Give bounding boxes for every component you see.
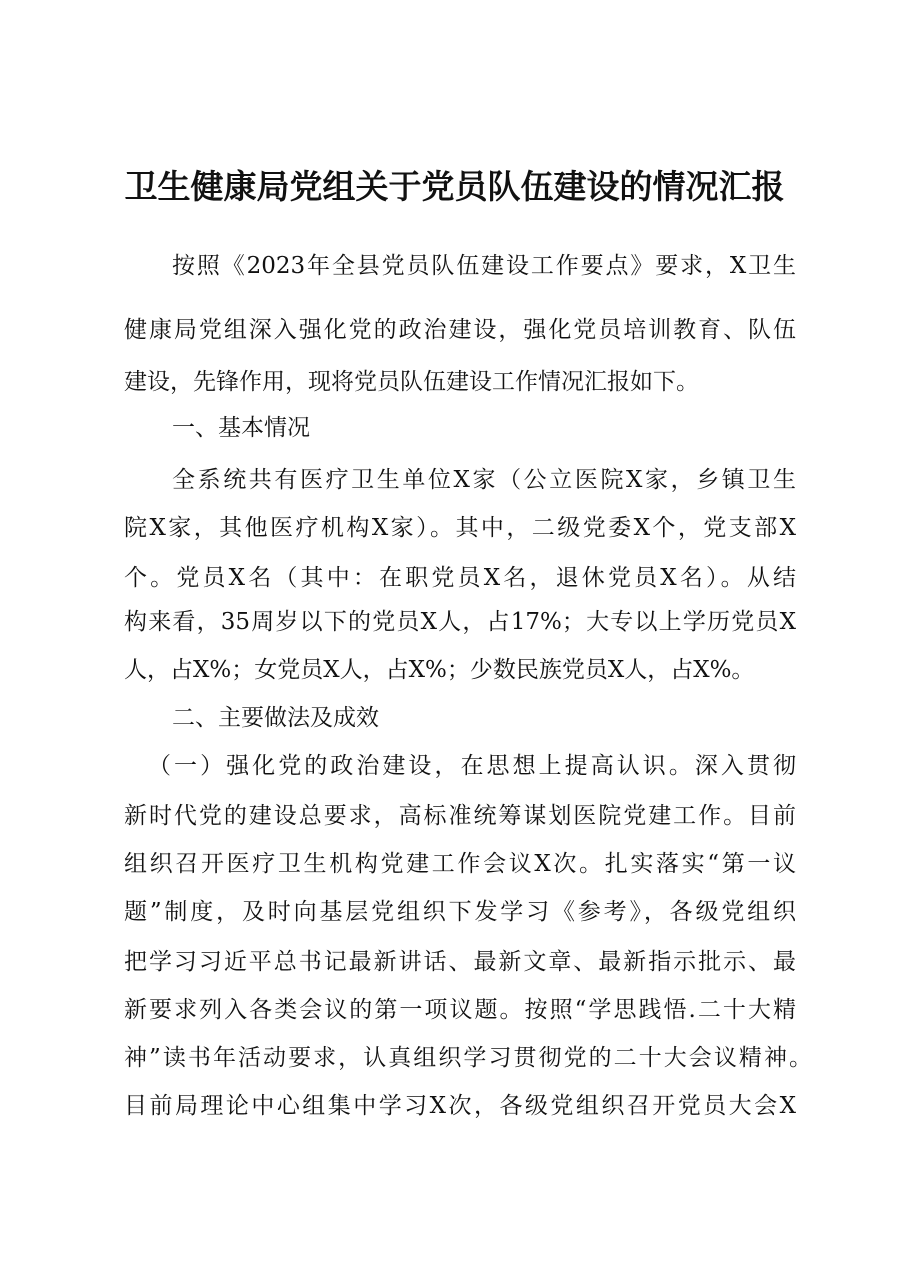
section-heading: 二、主要做法及成效 xyxy=(172,705,379,731)
paragraph-line: 全系统共有医疗卫生单位X家（公立医院X家，乡镇卫生 xyxy=(172,467,796,493)
paragraph-line: 目前局理论中心组集中学习X次，各级党组织召开党员大会X xyxy=(124,1093,796,1119)
subsection-line: （一）强化党的政治建设，在思想上提高认识。深入贯彻 xyxy=(148,753,796,779)
paragraph-line: 个。党员X名（其中：在职党员X名，退休党员X名）。从结 xyxy=(124,565,796,591)
paragraph-line: 新时代党的建设总要求，高标准统筹谋划医院党建工作。目前 xyxy=(124,803,796,829)
paragraph-line: 把学习习近平总书记最新讲话、最新文章、最新指示批示、最 xyxy=(124,949,796,975)
paragraph-line: 构来看，35周岁以下的党员X人，占17%；大专以上学历党员X xyxy=(124,609,796,635)
paragraph-line: 新要求列入各类会议的第一项议题。按照“学思践悟.二十大精 xyxy=(124,997,796,1023)
section-heading: 一、基本情况 xyxy=(172,415,310,441)
paragraph-line: 按照《2023年全县党员队伍建设工作要点》要求，X卫生 xyxy=(172,253,796,279)
paragraph-line: 人，占X%；女党员X人，占X%；少数民族党员X人，占X%。 xyxy=(124,657,755,683)
paragraph-line: 建设，先锋作用，现将党员队伍建设工作情况汇报如下。 xyxy=(124,369,699,395)
paragraph-line: 院X家，其他医疗机构X家）。其中，二级党委X个，党支部X xyxy=(124,515,796,541)
document-title: 卫生健康局党组关于党员队伍建设的情况汇报 xyxy=(124,167,785,206)
paragraph-line: 神”读书年活动要求，认真组织学习贯彻党的二十大会议精神。 xyxy=(124,1045,812,1071)
paragraph-line: 组织召开医疗卫生机构党建工作会议X次。扎实落实“第一议 xyxy=(124,851,796,877)
paragraph-line: 题”制度，及时向基层党组织下发学习《参考》，各级党组织 xyxy=(124,899,796,925)
paragraph-line: 健康局党组深入强化党的政治建设，强化党员培训教育、队伍 xyxy=(124,317,796,343)
